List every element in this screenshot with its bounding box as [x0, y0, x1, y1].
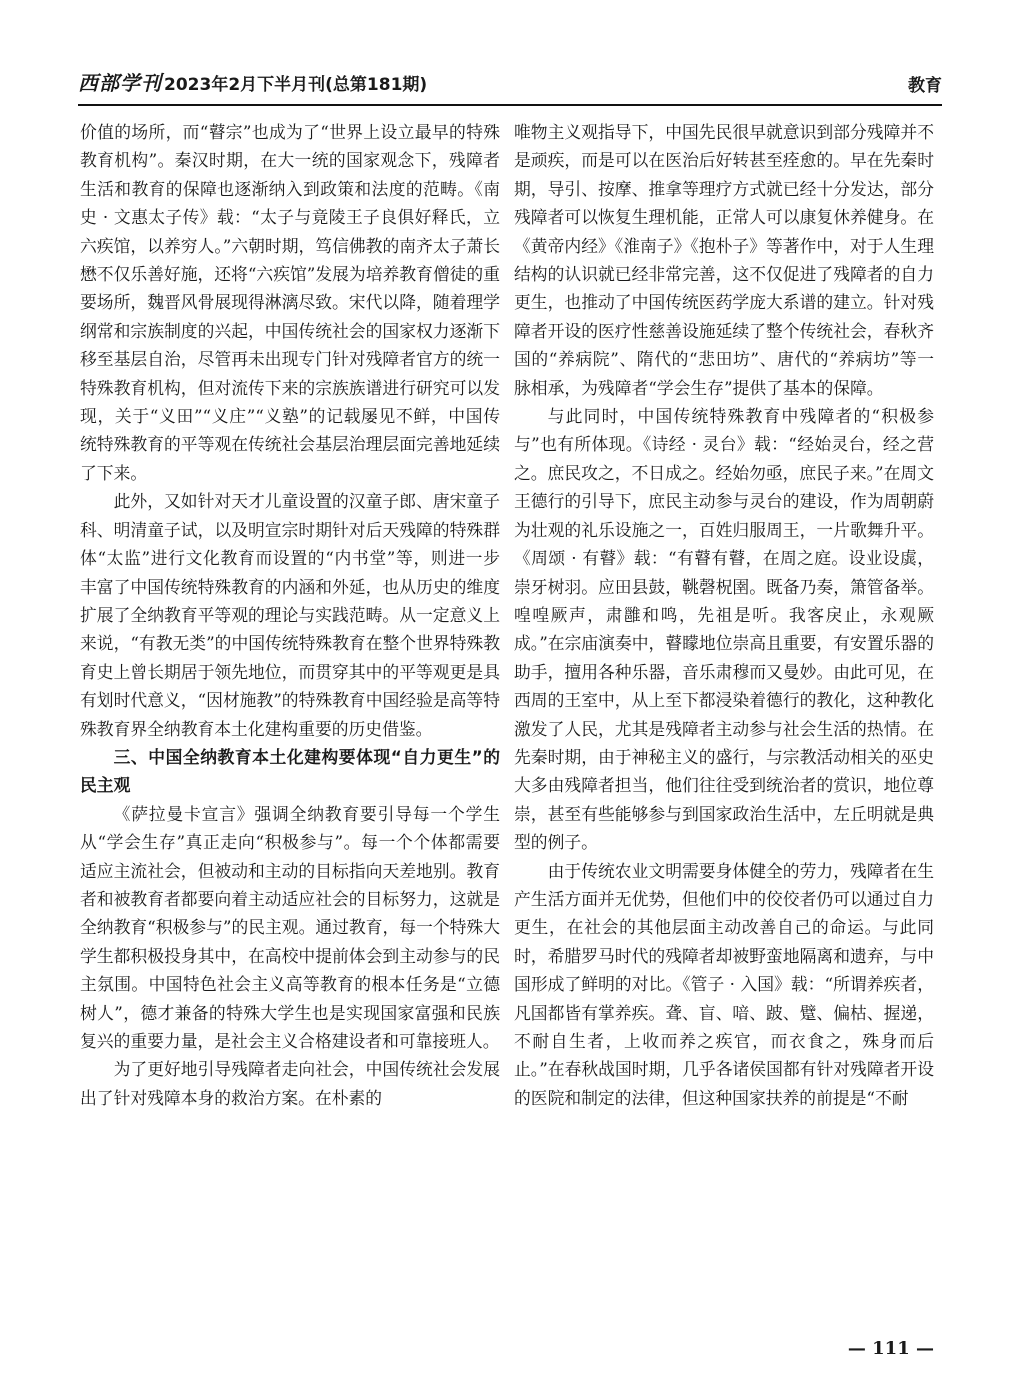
- left-column: [80, 118, 500, 1112]
- paragraph: 由于传统农业文明需要身体健全的劳力，残障者在生产生活方面并无优势，但他们中的佼佼者仍可以通过自力更生，在社会的其他层面主动改善自己的命运。与此同时，希腊罗马时代的残障者却被野蛮地隔离和遗弃，与中国形成了鲜明的对比。《管子 · 入国》载：“所谓养疾者，凡国都皆有掌养疾。聋、盲、喑、跛、躄、偏枯、握递，不耐自生者，上收而养之疾官，而衣食之，殊身而后止。”在春秋战国时期，几乎各诸侯国都有针对残障者开设的医院和制定的法律，但这种国家扶养的前提是“不耐: [514, 860, 934, 1108]
- right-column: [514, 118, 934, 1112]
- paragraph: 此外，又如针对天才儿童设置的汉童子郎、唐宋童子科、明清童子试，以及明宣宗时期针对后天残障的特殊群体“太监”进行文化教育而设置的“内书堂”等，则进一步丰富了中国传统特殊教育的内涵和外延，也从历史的维度扩展了全纳教育平等观的理论与实践范畴。从一定意义上来说，“有教无类”的中国传统特殊教育在整个世界特殊教育史上曾长期居于领先地位，而贯穿其中的平等观更是具有划时代意义，“因材施教”的特殊教育中国经验是高等特殊教育界全纳教育本土化建构重要的历史借鉴。: [80, 491, 500, 739]
- section-name: 教育: [908, 76, 942, 96]
- paragraph: 唯物主义观指导下，中国先民很早就意识到部分残障并不是顽疾，而是可以在医治后好转甚至痊愈的。早在先秦时期，导引、按摩、推拿等理疗方式就已经十分发达，部分残障者可以恢复生理机能，正常人可以康复休养健身。在《黄帝内经》《淮南子》《抱朴子》等著作中，对于人生理结构的认识就已经非常完善，这不仅促进了残障者的自力更生，也推动了中国传统医药学庞大系谱的建立。针对残障者开设的医疗性慈善设施延续了整个传统社会，春秋齐国的“养病院”、隋代的“悲田坊”、唐代的“养病坊”等一脉相承，为残障者“学会生存”提供了基本的保障。: [514, 122, 934, 398]
- page-header: [78, 64, 942, 106]
- paragraph: 《萨拉曼卡宣言》强调全纳教育要引导每一个学生从“学会生存”真正走向“积极参与”。每一个个体都需要适应主流社会，但被动和主动的目标指向天差地别。教育者和被教育者都要向着主动适应社会的目标努力，这就是全纳教育“积极参与”的民主观。通过教育，每一个特殊大学生都积极投身其中，在高校中提前体会到主动参与的民主氛围。中国特色社会主义高等教育的根本任务是“立德树人”，德才兼备的特殊大学生也是实现国家富强和民族复兴的重要力量，是社会主义合格建设者和可靠接班人。: [80, 803, 500, 1051]
- issue-info: 2023年2月下半月刊(总第181期): [164, 75, 428, 95]
- paragraph: 与此同时，中国传统特殊教育中残障者的“积极参与”也有所体现。《诗经 · 灵台》载：“经始灵台，经之营之。庶民攻之，不日成之。经始勿亟，庶民子来。”在周文王德行的引导下，庶民主动参与灵台的建设，作为周朝蔚为壮观的礼乐设施之一，百姓归服周王，一片歌舞升平。《周颂 · 有瞽》载：“有瞽有瞽，在周之庭。设业设虡，崇牙树羽。应田县鼓，鞉磬柷圉。既备乃奏，箫管备举。喤喤厥声，肃雝和鸣，先祖是听。我客戾止，永观厥成。”在宗庙演奏中，瞽矇地位崇高且重要，有安置乐器的助手，擅用各种乐器，音乐肃穆而又曼妙。由此可见，在西周的王室中，从上至下都浸染着德行的教化，这种教化激发了人民，尤其是残障者主动参与社会生活的热情。在先秦时期，由于神秘主义的盛行，与宗教活动相关的巫史大多由残障者担当，他们往往受到统治者的赏识，地位尊崇，甚至有些能够参与到国家政治生活中，左丘明就是典型的例子。: [514, 406, 934, 853]
- header-left: [78, 67, 427, 96]
- journal-logo: 西部学刊: [78, 71, 162, 95]
- paragraph: 价值的场所，而“瞽宗”也成为了“世界上设立最早的特殊教育机构”。秦汉时期，在大一统的国家观念下，残障者生活和教育的保障也逐渐纳入到政策和法度的范畴。《南史 · 文惠太子传》载：“太子与竟陵王子良俱好释氏，立六疾馆，以养穷人。”六朝时期，笃信佛教的南齐太子萧长懋不仅乐善好施，还将“六疾馆”发展为培养教育僧徒的重要场所，魏晋风骨展现得淋漓尽致。宋代以降，随着理学纲常和宗族制度的兴起，中国传统社会的国家权力逐渐下移至基层自治，尽管再未出现专门针对残障者官方的统一特殊教育机构，但对流传下来的宗族族谱进行研究可以发现，关于“义田”“义庄”“义塾”的记载屡见不鲜，中国传统特殊教育的平等观在传统社会基层治理层面完善地延续了下来。: [80, 122, 500, 483]
- paragraph: 为了更好地引导残障者走向社会，中国传统社会发展出了针对残障本身的救治方案。在朴素的: [80, 1059, 500, 1108]
- page-number: — 111 —: [847, 1338, 934, 1359]
- section-heading: 三、中国全纳教育本土化建构要体现“自力更生”的民主观: [80, 746, 500, 796]
